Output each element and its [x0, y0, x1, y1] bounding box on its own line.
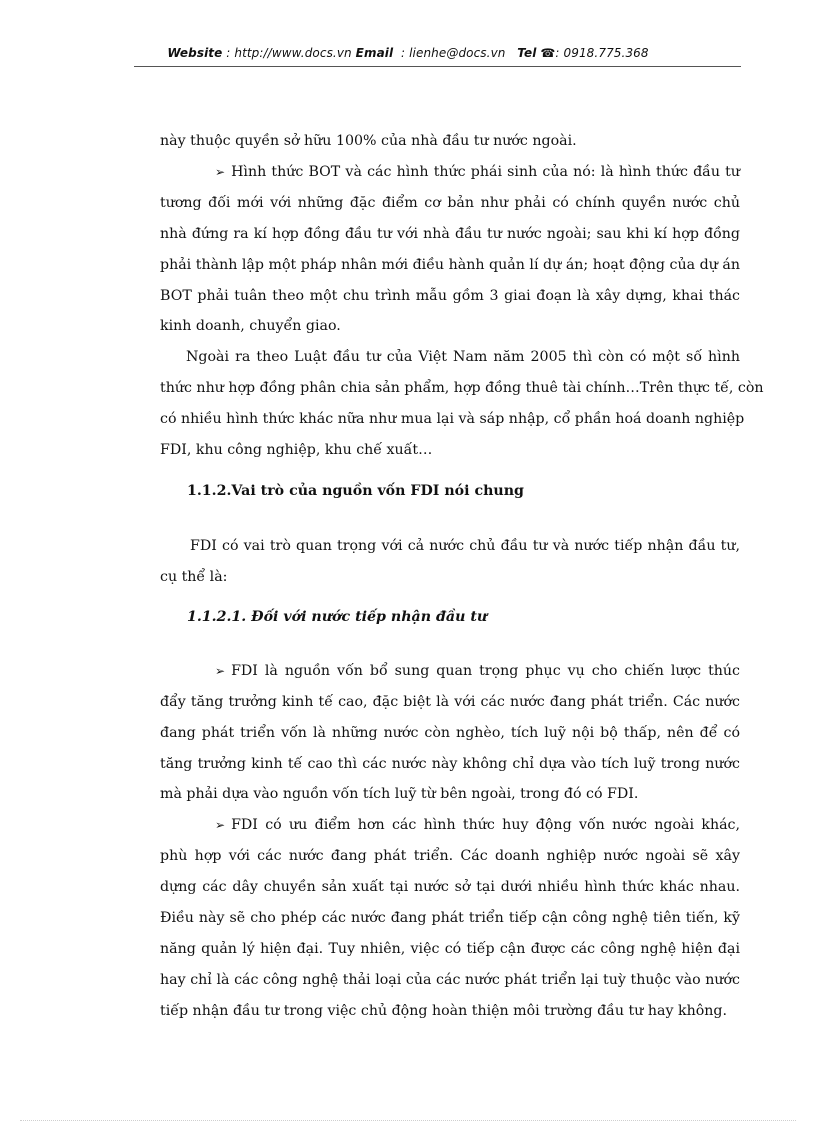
body-line-wrap — [160, 226, 740, 242]
body-line-wrap — [160, 848, 740, 864]
body-line-wrap — [160, 380, 764, 396]
website-sep: : — [222, 46, 235, 60]
subsection-heading: 1.1.2.1. Đối với nước tiếp nhận đầu tư — [187, 609, 488, 625]
body-line-wrap — [160, 195, 740, 211]
arrow-bullet-icon: ➢ — [215, 165, 226, 179]
body-line-wrap — [160, 288, 740, 304]
body-line: đẩy tăng trưởng kinh tế cao, đặc biệt là với các nước đang phát triển. Các nước — [160, 694, 740, 710]
body-line-wrap — [160, 257, 740, 273]
header-divider — [134, 66, 741, 67]
body-line-wrap — [160, 725, 740, 741]
body-line: FDI có vai trò quan trọng với cả nước chủ đầu tư và nước tiếp nhận đầu tư, — [190, 538, 740, 554]
body-line: tiếp nhận đầu tư trong việc chủ động hoàn thiện môi trường đầu tư hay không. — [160, 1003, 727, 1019]
bullet-line — [215, 663, 740, 679]
body-line-wrap — [186, 349, 740, 365]
body-line: cụ thể là: — [160, 569, 228, 585]
website-label: Website — [167, 46, 223, 60]
body-line: Ngoài ra theo Luật đầu tư của Việt Nam năm 2005 thì còn có một số hình — [186, 349, 740, 365]
body-line: phải thành lập một pháp nhân mới điều hành quản lí dự án; hoạt động của dự án — [160, 257, 740, 273]
arrow-bullet-icon: ➢ — [215, 664, 226, 678]
body-line-wrap — [160, 694, 740, 710]
body-line: Hình thức BOT và các hình thức phái sinh của nó: là hình thức đầu tư — [231, 164, 740, 180]
section-heading: 1.1.2.Vai trò của nguồn vốn FDI nói chung — [187, 483, 524, 499]
email-sep: : — [397, 46, 410, 60]
phone-icon: ☎ — [540, 46, 556, 60]
body-line: có nhiều hình thức khác nữa như mua lại và sáp nhập, cổ phần hoá doanh nghiệp — [160, 411, 745, 427]
body-line: mà phải dựa vào nguồn vốn tích luỹ từ bên ngoài, trong đó có FDI. — [160, 786, 639, 802]
bullet-line — [215, 164, 740, 180]
body-line-wrap — [160, 411, 745, 427]
body-line: tăng trưởng kinh tế cao thì các nước này không chỉ dựa vào tích luỹ trong nước — [160, 756, 740, 772]
body-line: phù hợp với các nước đang phát triển. Các doanh nghiệp nước ngoài sẽ xây — [160, 848, 740, 864]
tel-value: : 0918.775.368 — [555, 46, 649, 60]
tel-label: Tel — [517, 46, 537, 60]
page-header — [0, 46, 816, 60]
body-line: kinh doanh, chuyển giao. — [160, 318, 341, 334]
body-line: Điều này sẽ cho phép các nước đang phát triển tiếp cận công nghệ tiên tiến, kỹ — [160, 910, 740, 926]
body-line: BOT phải tuân theo một chu trình mẫu gồm 3 giai đoạn là xây dựng, khai thác — [160, 288, 740, 304]
email-label: Email — [355, 46, 394, 60]
arrow-bullet-icon: ➢ — [215, 818, 226, 832]
body-line: tương đối mới với những đặc điểm cơ bản như phải có chính quyền nước chủ — [160, 195, 740, 211]
page-bottom-border — [20, 1120, 796, 1121]
email-link[interactable]: lienhe@docs.vn — [409, 46, 506, 60]
document-page: Website : http://www.docs.vn Email : lienhe@docs.vn Tel ☎: 0918.775.368 này thuộc quyền sở hữu 100% của nhà đầu tư nước ngoài. ➢ Hình thức BOT và các hình thức phái sinh của nó: là hình thức đầu tư tương đối mới với những đặc điểm cơ bản như phải có chính quyền nước chủ nhà đứng ra kí hợp đồng đầu tư với nhà đầu tư nước ngoài; sau khi kí hợp đồng phải thành lập một pháp nhân mới điều hành quản lí dự án; hoạt động của dự án BOT phải tuân theo một chu trình mẫu gồm 3 giai đoạn là xây dựng, khai thác kinh doanh, chuyển giao. Ngoài ra theo Luật đầu tư của Việt Nam năm 2005 thì còn có một số hình thức như hợp đồng phân chia sản phẩm, hợp đồng thuê tài chính…Trên thực tế, còn có nhiều hình thức khác nữa như mua lại và sáp nhập, cổ phần hoá doanh nghiệp FDI, khu công nghiệp, khu chế xuất… 1.1.2.Vai trò của nguồn vốn FDI nói chung FDI có vai trò quan trọng với cả nước chủ đầu tư và nước tiếp nhận đầu tư, cụ thể là: 1.1.2.1. Đối với nước tiếp nhận đầu tư ➢ FDI là nguồn vốn bổ sung quan trọng phục vụ cho chiến lược thúc đẩy tăng trưởng kinh tế cao, đặc biệt là với các nước đang phát triển. Các nước đang phát triển vốn là những nước còn nghèo, tích luỹ nội bộ thấp, nên để có tăng trưởng kinh tế cao thì các nước này không chỉ dựa vào tích luỹ trong nước mà phải dựa vào nguồn vốn tích luỹ từ bên ngoài, trong đó có FDI. ➢ FDI có ưu điểm hơn các hình thức huy động vốn nước ngoài khác, phù hợp với các nước đang phát triển. Các doanh nghiệp nước ngoài sẽ xây dựng các dây chuyền sản xuất tại nước sở tại dưới nhiều hình thức khác nhau. Điều này sẽ cho phép các nước đang phát triển tiếp cận công nghệ tiên tiến, kỹ năng quản lý hiện đại. Tuy nhiên, việc có tiếp cận được các công nghệ hiện đại hay chỉ là các công nghệ thải loại của các nước phát triển lại tuỳ thuộc vào nước tiếp nhận đầu tư trong việc chủ động hoàn thiện môi trường đầu tư hay không. — [0, 0, 816, 1123]
body-line: FDI là nguồn vốn bổ sung quan trọng phục vụ cho chiến lược thúc — [231, 663, 740, 679]
body-line: thức như hợp đồng phân chia sản phẩm, hợp đồng thuê tài chính…Trên thực tế, còn — [160, 380, 764, 396]
body-line-wrap — [190, 538, 740, 554]
body-line: nhà đứng ra kí hợp đồng đầu tư với nhà đầu tư nước ngoài; sau khi kí hợp đồng — [160, 226, 740, 242]
website-link[interactable]: http://www.docs.vn — [234, 46, 352, 60]
body-line: FDI, khu công nghiệp, khu chế xuất… — [160, 442, 433, 458]
body-line-wrap — [160, 972, 740, 988]
bullet-line — [215, 817, 740, 833]
body-line-wrap — [160, 910, 740, 926]
body-line-wrap — [160, 879, 740, 895]
body-line: FDI có ưu điểm hơn các hình thức huy động vốn nước ngoài khác, — [231, 817, 740, 833]
body-line-wrap — [160, 941, 740, 957]
body-line: năng quản lý hiện đại. Tuy nhiên, việc có tiếp cận được các công nghệ hiện đại — [160, 941, 740, 957]
body-line-wrap — [160, 756, 740, 772]
body-line: hay chỉ là các công nghệ thải loại của các nước phát triển lại tuỳ thuộc vào nước — [160, 972, 740, 988]
body-line: dựng các dây chuyền sản xuất tại nước sở tại dưới nhiều hình thức khác nhau. — [160, 879, 740, 895]
body-line: đang phát triển vốn là những nước còn nghèo, tích luỹ nội bộ thấp, nên để có — [160, 725, 740, 741]
